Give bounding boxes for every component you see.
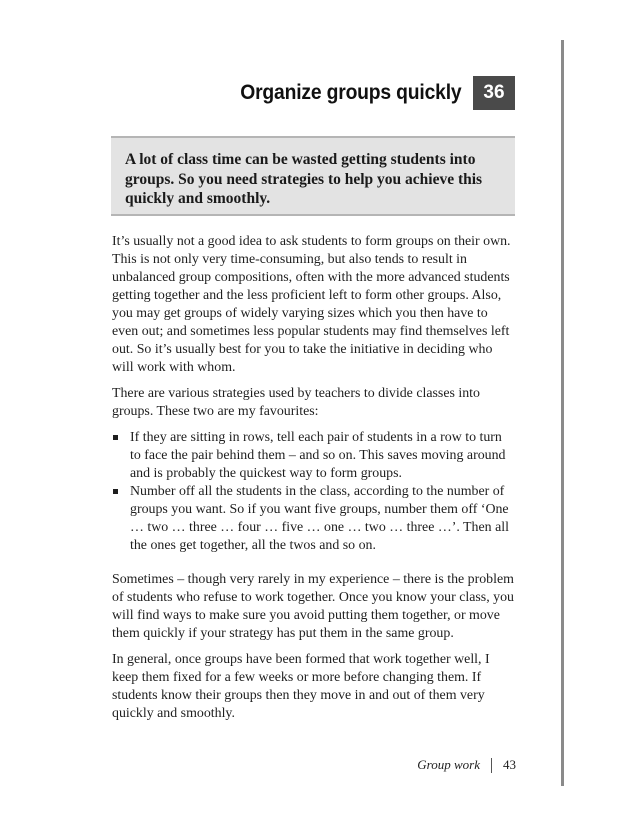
bullet-icon bbox=[113, 489, 118, 494]
page-title: Organize groups quickly bbox=[239, 81, 461, 104]
intro-callout bbox=[111, 136, 515, 216]
body-text bbox=[112, 233, 516, 731]
list-item-text: Number off all the students in the class, according to the number of groups you want. So if you want five groups, number them off ‘One … two … three … four … five … one … two … three …’. Then all the ones get together, all the twos and so on. bbox=[130, 484, 509, 553]
paragraph: There are various strategies used by teachers to divide classes into groups. These two are my favourites: bbox=[112, 386, 480, 419]
strategy-list bbox=[112, 429, 516, 555]
chapter-number-badge: 36 bbox=[473, 76, 515, 110]
list-item bbox=[112, 429, 516, 483]
page-edge-bar bbox=[561, 40, 564, 786]
intro-text: A lot of class time can be wasted getting students into groups. So you need strategies to help you achieve this quickly and smoothly. bbox=[125, 151, 483, 207]
list-item-text: If they are sitting in rows, tell each pair of students in a row to turn to face the pair behind them – and so on. This saves moving around and is probably the quickest way to form groups. bbox=[130, 430, 506, 481]
paragraph: It’s usually not a good idea to ask students to form groups on their own. This is not only very time-consuming, but also tends to result in unbalanced group compositions, often with the more advanced students getting together and the less proficient left to form other groups. Also, you may get groups of widely varying sizes which you then have to even out; and sometimes less popular students may find themselves left out. So it’s usually best for you to take the initiative in deciding who will work with whom. bbox=[112, 234, 511, 375]
page-number: 43 bbox=[503, 757, 516, 772]
paragraph: In general, once groups have been formed that work together well, I keep them fixed for a few weeks or more before changing them. If students know their groups then they move in and out of them very quickly and smoothly. bbox=[112, 652, 490, 721]
bullet-icon bbox=[113, 435, 118, 440]
page-footer bbox=[417, 757, 516, 773]
list-item bbox=[112, 483, 516, 555]
footer-divider bbox=[491, 758, 492, 773]
chapter-heading bbox=[221, 76, 515, 110]
paragraph: Sometimes – though very rarely in my experience – there is the problem of students who refuse to work together. Once you know your class, you will find ways to make sure you avoid putting them together, or move them quickly if your strategy has put them in the same group. bbox=[112, 572, 514, 641]
footer-section-name: Group work bbox=[417, 757, 480, 772]
